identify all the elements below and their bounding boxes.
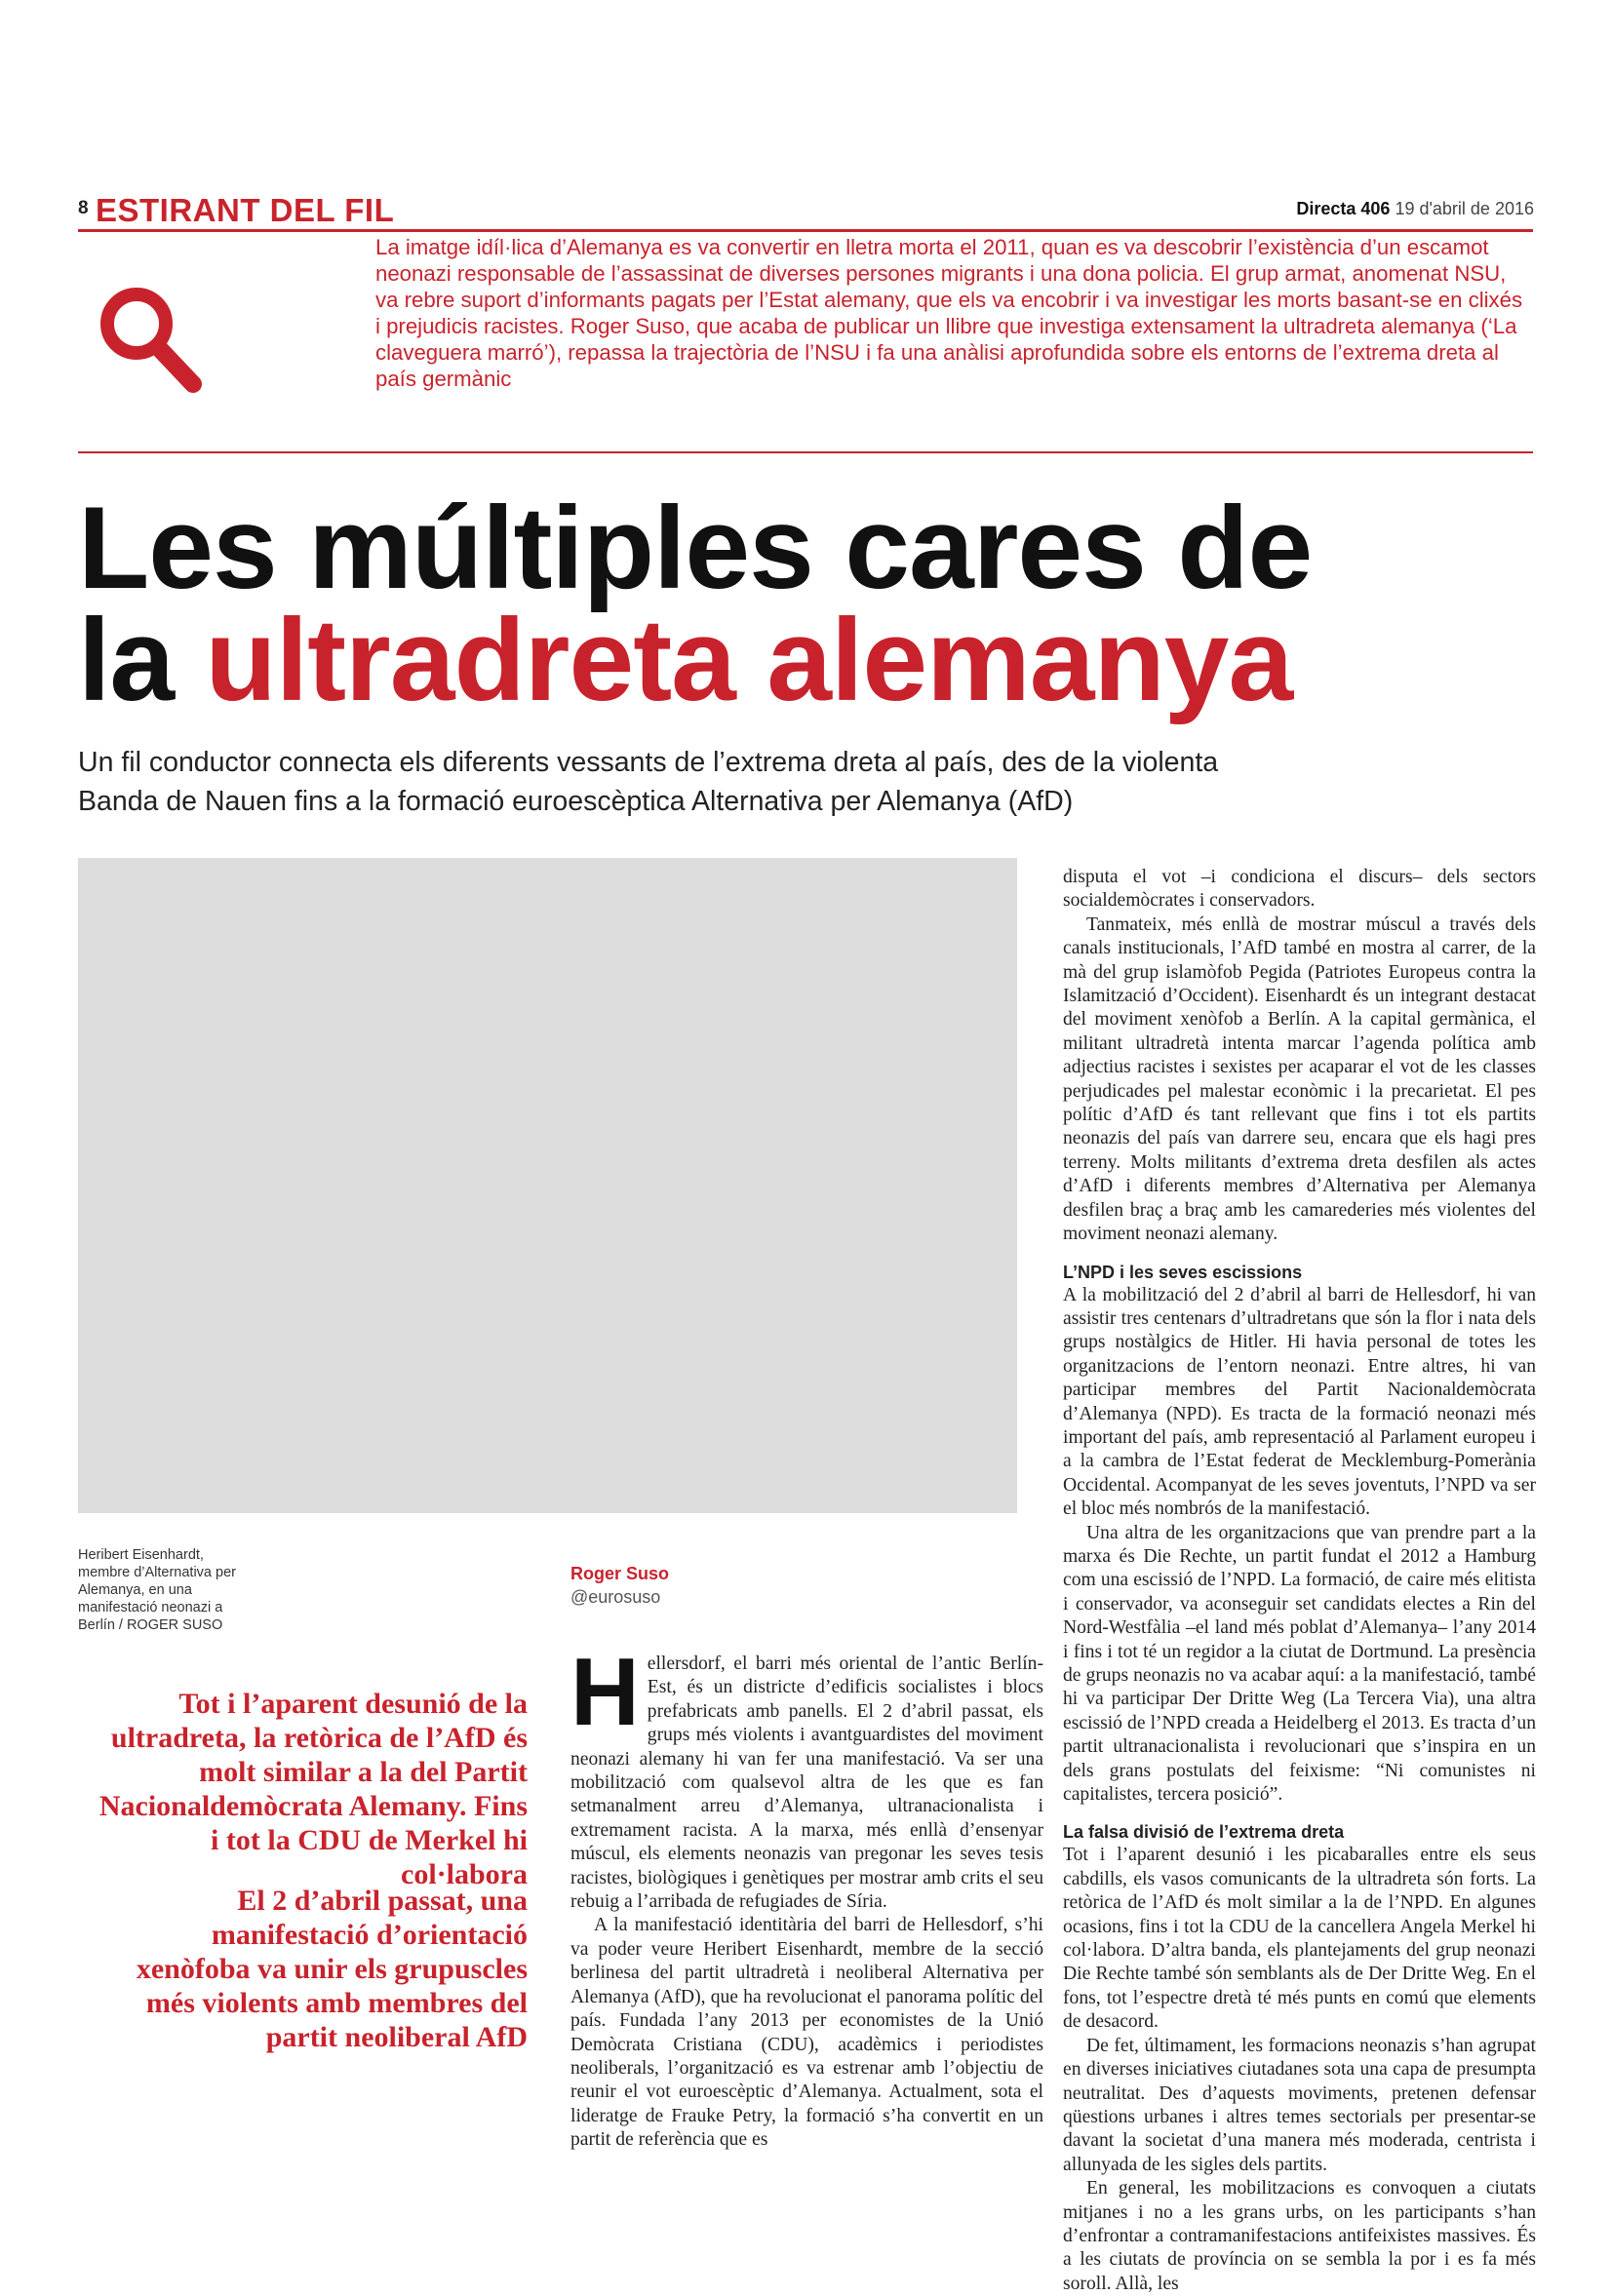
header-rule bbox=[78, 229, 1533, 232]
intro-text: La imatge idíl·lica d’Alemanya es va convertir en lletra morta el 2011, quan es va descobrir l’existència d’un escamot neonazi responsable de l’assassinat de diverses persones migrants i una dona policia. El grup armat, anomenat NSU, va rebre suport d’informants pagats per l’Estat alemany, que els va encobrir i va investigar les morts basant-se en clixés i prejudicis racistes. Roger Suso, que acaba de publicar un llibre que investiga extensament la ultradreta alemanya (‘La claveguera marró’), repassa la trajectòria de l’NSU i fa una anàlisi aprofundida sobre els entorns de l’extrema dreta al país germànic bbox=[375, 235, 1523, 391]
article-photo bbox=[78, 858, 1017, 1513]
section-title: ESTIRANT DEL FIL bbox=[96, 192, 395, 228]
section-heading: L’NPD i les seves escissions bbox=[1063, 1262, 1303, 1282]
body-paragraph: A la mobilització del 2 d’abril al barri de Hellesdorf, hi van assistir tres centenars d’ultradretans que són la flor i nata dels grups nostàlgics de Hitler. Hi havia personal de totes les organitzacions de l’entorn neonazi. Entre altres, hi van participar membres del Partit Nacionaldemòcrata d’Alemanya (NPD). Es tracta de la formació neonazi més important del país, amb representació al Parlament europeu i a la cambra de l’Estat federat de Mecklemburg-Pomerània Occidental. Acompanyat de les seves joventuts, l’NPD va ser el bloc més nombrós de la manifestació. bbox=[1063, 1284, 1536, 1520]
body-paragraph bbox=[570, 1638, 1043, 1914]
byline-author: Roger Suso bbox=[570, 1564, 670, 1583]
drop-cap: H bbox=[570, 1638, 640, 1745]
body-paragraph: Una altra de les organitzacions que van prendre part a la marxa és Die Rechte, un partit fundat el 2012 a Hamburg com una escissió de l’NPD. La formació, de caire més elitista i conservador, va aconseguir set candidats electes a Rin del Nord-Westfàlia –el land més poblat d’Alemanya– l’any 2014 i fins i tot té un regidor a la ciutat de Dortmund. La presència de grups neonazis no va acabar aquí: a la manifestació, també hi va participar Der Dritte Weg (La Tercera Via), una altra escissió de l’NPD creada a Heidelberg el 2013. Es tracta d’un partit ultranacionalista i revolucionari que s’inspira en un dels grans postulats del feixisme: “Ni comunistes ni capitalistes, tercera posició”. bbox=[1063, 1522, 1536, 1806]
page-number: 8 bbox=[78, 198, 89, 218]
body-paragraph: A la manifestació identitària del barri de Hellesdorf, s’hi va poder veure Heribert Eisenhardt, membre de la secció berlinesa del partit ultradretà i neoliberal Alternativa per Alemanya (AfD), que ha revolucionat el panorama polític del país. Fundada l’any 2013 per economistes de la Unió Demòcrata Cristiana (CDU), acadèmics i periodistes neoliberals, l’organització es va estrenar amb l’objectiu de reunir el vot euroescèptic d’Alemanya. Actualment, sota el lideratge de Frauke Petry, la formació s’ha convertit en un partit de referència que es bbox=[570, 1915, 1043, 2151]
search-icon bbox=[96, 283, 203, 398]
headline-line-1: Les múltiples cares de bbox=[78, 483, 1313, 613]
headline-accent: ultradreta alemanya bbox=[205, 595, 1293, 725]
body-paragraph: Tanmateix, més enllà de mostrar múscul a través dels canals institucionals, l’AfD també en mostra al carrer, de la mà del grup islamòfob Pegida (Patriotes Europeus contra la Islamització d’Occident). Eisenhardt és un integrant destacat del moviment xenòfob a Berlín. A la capital germànica, el militant ultradretà intenta marcar l’agenda política amb adjectius racistes i sexistes per acaparar el vot de les classes perjudicades pel malestar econòmic i la precarietat. El pes polític d’AfD és tant rellevant que fins i tot els partits neonazis del país van darrere seu, encara que els hagi pres terreny. Molts militants d’extrema dreta desfilen als actes d’AfD i diferents membres d’Alternativa per Alemanya desfilen braç a braç amb les camarederies més violentes del moviment neonazi alemany. bbox=[1063, 914, 1536, 1245]
body-paragraph: En general, les mobilitzacions es convoquen a ciutats mitjanes i no a les grans urbs, on les participants s’han d’enfrontar a contramanifestacions antifeixistes massives. És a les ciutats de província on se sembla la por i es fa més soroll. Allà, les bbox=[1063, 2178, 1536, 2294]
photo-caption: Heribert Eisenhardt, membre d’Alternativa per Alemanya, en una manifestació neonazi a Berlín / ROGER SUSO bbox=[78, 1547, 236, 1633]
body-column-middle bbox=[570, 1638, 1043, 2153]
body-column-right bbox=[1063, 866, 1536, 2296]
issue-date: 19 d'abril de 2016 bbox=[1395, 199, 1534, 218]
headline-plain: la bbox=[78, 595, 175, 725]
intro-rule bbox=[78, 451, 1533, 453]
body-paragraph: disputa el vot –i condiciona el discurs– dels sectors socialdemòcrates i conservadors. bbox=[1063, 867, 1536, 912]
paragraph-text: ellersdorf, el barri més oriental de l’antic Berlín-Est, és un districte d’edificis socialistes i blocs prefabricats amb panells. El 2 d’abril passat, els grups més violents i avantguardistes del moviment neonazi alemany hi van fer una manifestació. Va ser una mobilització com qualsevol altra de les que es fan setmanalment arreu d’Alemanya, ultranacionalista i extremament racista. A la marxa, més enllà d’ensenyar múscul, els elements neonazis van pregonar les seves tesis racistes, biològiques i genètiques per mostrar amb crits el seu rebuig a l’arribada de refugiades de Síria. bbox=[570, 1654, 1043, 1913]
headline-line-2 bbox=[78, 595, 1541, 725]
pull-quote: Tot i l’aparent desunió de la ultradreta, la retòrica de l’AfD és molt similar a la del Partit Nacionaldemòcrata Alemany. Fins i tot la CDU de Merkel hi col·labora bbox=[98, 1688, 528, 1890]
body-paragraph: Tot i l’aparent desunió i les picabaralles entre els seus cabdills, els vasos comunicants de la ultradreta són forts. La retòrica de l’AfD és molt similar a la de l’NPD. En algunes ocasions, fins i tot la CDU de la cancellera Angela Merkel hi col·labora. D’altra banda, els plantejaments del grup neonazi Die Rechte també són semblants als de Der Dritte Weg. En el fons, tot l’espectre dretà té més punts en comú que elements de desacord. bbox=[1063, 1845, 1536, 2033]
subhead: Un fil conductor connecta els diferents vessants de l’extrema dreta al país, des de la violenta Banda de Nauen fins a la formació euroescèptica Alternativa per Alemanya (AfD) bbox=[78, 747, 1219, 817]
headline bbox=[78, 483, 1541, 725]
body-paragraph: De fet, últimament, les formacions neonazis s’han agrupat en diverses iniciatives ciutadanes sota una capa de presumpta neutralitat. Des d’aquests moviments, pretenen defensar qüestions urbanes i altres temes sectorials per presentar-se davant la societat d’una manera més moderada, centrista i allunyada de les sigles dels partits. bbox=[1063, 2035, 1536, 2175]
section-heading: La falsa divisió de l’extrema dreta bbox=[1063, 1822, 1345, 1843]
pull-quote: El 2 d’abril passat, una manifestació d’orientació xenòfoba va unir els grupuscles més violents amb membres del partit neoliberal AfD bbox=[136, 1885, 528, 2053]
publication-name: Directa 406 bbox=[1296, 199, 1391, 218]
issue-info bbox=[1296, 199, 1534, 219]
byline-handle: @eurosuso bbox=[570, 1587, 661, 1607]
